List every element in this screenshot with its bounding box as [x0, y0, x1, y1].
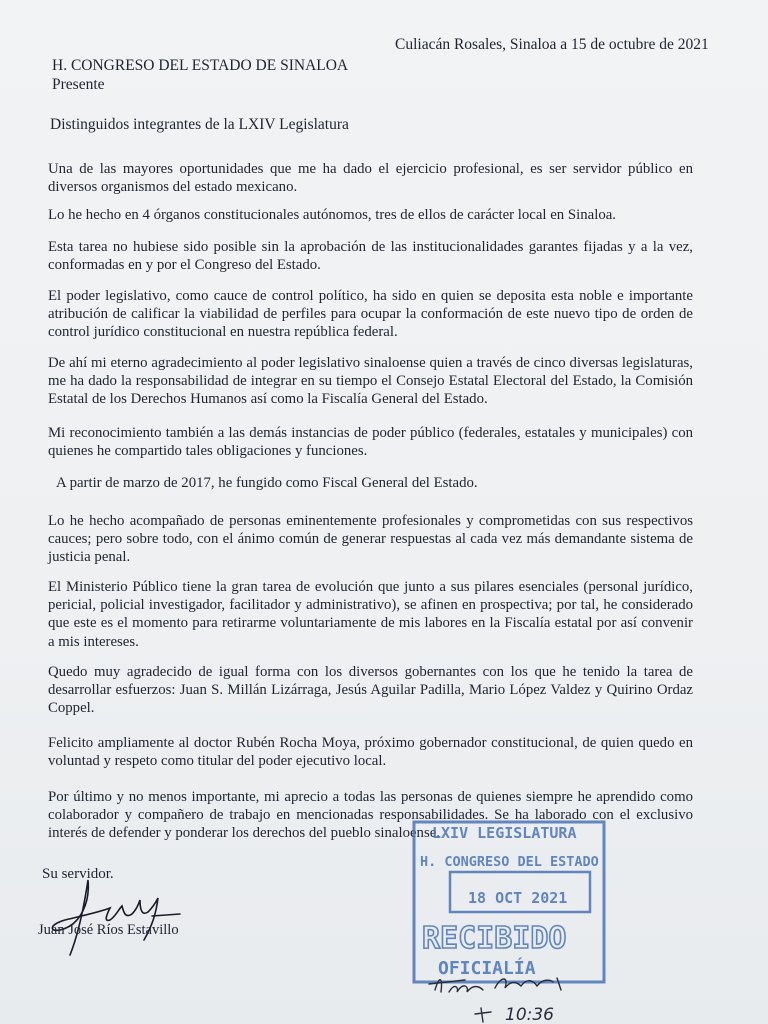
paragraph-9: El Ministerio Público tiene la gran tarea de evolución que junto a sus pilares esenciales (personal jurídico, pericial, policial investigador, facilitador y administrativo), se afinen en prospectiva; por tal, he considerado que este es el momento para retirarme voluntariamente de mis labores en la Fiscalía estatal por así convenir a mis intereses.: [48, 579, 693, 650]
recipient: H. CONGRESO DEL ESTADO DE SINALOA: [52, 57, 349, 74]
reception-stamp: [410, 816, 610, 991]
stamp-received: RECIBIDO: [422, 921, 567, 956]
paragraph-8: Lo he hecho acompañado de personas eminentemente profesionales y comprometidas con sus respectivos cauces; pero sobre todo, con el ánimo común de generar respuestas al cada vez más demandante sistema de justicia penal.: [48, 513, 693, 566]
closing: Su servidor.: [42, 866, 114, 882]
paragraph-2: Lo he hecho en 4 órganos constitucionales autónomos, tres de ellos de carácter local en Sinaloa.: [48, 207, 616, 223]
salutation: Distinguidos integrantes de la LXIV Legislatura: [50, 116, 349, 133]
paragraph-7: A partir de marzo de 2017, he fungido como Fiscal General del Estado.: [56, 475, 478, 491]
stamp-line-2: H. CONGRESO DEL ESTADO: [420, 854, 599, 870]
stamp-office: OFICIALÍA: [438, 958, 536, 979]
paragraph-11: Felicito ampliamente al doctor Rubén Rocha Moya, próximo gobernador constitucional, de quien quedo en voluntad y respeto como titular del poder ejecutivo local.: [48, 735, 693, 770]
stamp-line-1: LXIV LEGISLATURA: [432, 824, 577, 842]
signature-image: [40, 870, 190, 960]
recipient-block: [52, 56, 348, 94]
paragraph-12: Por último y no menos importante, mi aprecio a todas las personas de quienes siempre he aprendido como colaborador y compañero de trabajo en mencionadas responsabilidades. Se ha laborado con el exclusivo interés de defender y ponderar los derechos del pueblo sinaloense.: [48, 789, 693, 842]
signer-name: Juan José Ríos Estavillo: [38, 922, 179, 938]
paragraph-6: Mi reconocimiento también a las demás instancias de poder público (federales, estatales y municipales) con quienes he compartido tales obligaciones y funciones.: [48, 425, 693, 460]
paragraph-10: Quedo muy agradecido de igual forma con los diversos gobernantes con los que he tenido la tarea de desarrollar esfuerzos: Juan S. Millán Lizárraga, Jesús Aguilar Padilla, Mario López Valdez y Quirino Ordaz Coppel.: [48, 664, 693, 717]
paragraph-4: El poder legislativo, como cauce de control político, ha sido en quien se deposita esta noble e importante atribución de calificar la viabilidad de perfiles para ocupar la conformación de este nuevo tipo de orden de control jurídico constitucional en nuestra república federal.: [48, 288, 693, 341]
receiver-time: 10:36: [505, 1005, 554, 1024]
date-line: Culiacán Rosales, Sinaloa a 15 de octubre de 2021: [395, 36, 709, 53]
receiver-signature: [425, 968, 595, 1024]
paragraph-5: De ahí mi eterno agradecimiento al poder legislativo sinaloense quien a través de cinco diversas legislaturas, me ha dado la responsabilidad de integrar en su tiempo el Consejo Estatal Electoral del Estado, la Comisión Estatal de los Derechos Humanos así como la Fiscalía General del Estado.: [48, 355, 693, 408]
presente: Presente: [52, 76, 105, 93]
paragraph-3: Esta tarea no hubiese sido posible sin la aprobación de las institucionalidades garantes fijadas y a la vez, conformadas en y por el Congreso del Estado.: [48, 239, 693, 274]
paragraph-1: Una de las mayores oportunidades que me ha dado el ejercicio profesional, es ser servidor público en diversos organismos del estado mexicano.: [48, 161, 693, 196]
stamp-date: 18 OCT 2021: [468, 889, 568, 907]
